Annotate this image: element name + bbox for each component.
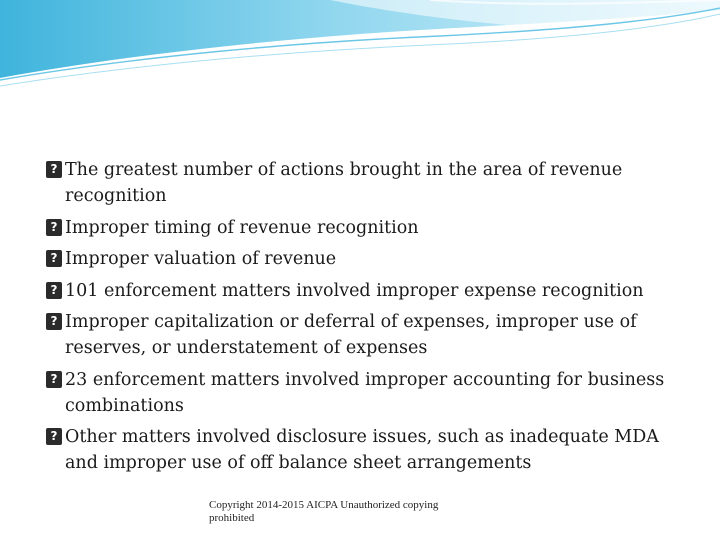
bullet-text: Other matters involved disclosure issues, such as inadequate MDA and improper use of off balance sheet arrangements — [65, 427, 659, 473]
bullet-text: Improper valuation of revenue — [65, 249, 337, 269]
bullet-item — [46, 215, 692, 241]
bullet-icon: ? — [46, 428, 62, 445]
bullet-icon: ? — [46, 161, 62, 178]
bullet-text: 23 enforcement matters involved improper accounting for business combinations — [65, 369, 665, 416]
header-wave-decoration — [0, 0, 720, 90]
bullet-text: 101 enforcement matters involved improper expense recognition — [65, 280, 644, 301]
bullet-icon: ? — [46, 250, 62, 267]
bullet-text: Improper capitalization or deferral of expenses, improper use of reserves, or understatement of expenses — [65, 312, 637, 358]
bullet-icon: ? — [46, 219, 62, 236]
bullet-item — [46, 278, 692, 304]
bullet-item — [46, 157, 692, 209]
bullet-text: The greatest number of actions brought in the area of revenue recognition — [65, 160, 623, 206]
slide-body — [46, 157, 692, 482]
bullet-icon: ? — [46, 371, 62, 388]
bullet-list — [46, 157, 692, 476]
bullet-item — [46, 309, 692, 361]
bullet-item — [46, 367, 692, 419]
copyright-notice: Copyright 2014-2015 AICPA Unauthorized copying prohibited — [209, 499, 439, 524]
bullet-item — [46, 246, 692, 272]
bullet-text: Improper timing of revenue recognition — [65, 217, 419, 238]
bullet-item — [46, 424, 692, 476]
bullet-icon: ? — [46, 282, 62, 299]
bullet-icon: ? — [46, 313, 62, 330]
